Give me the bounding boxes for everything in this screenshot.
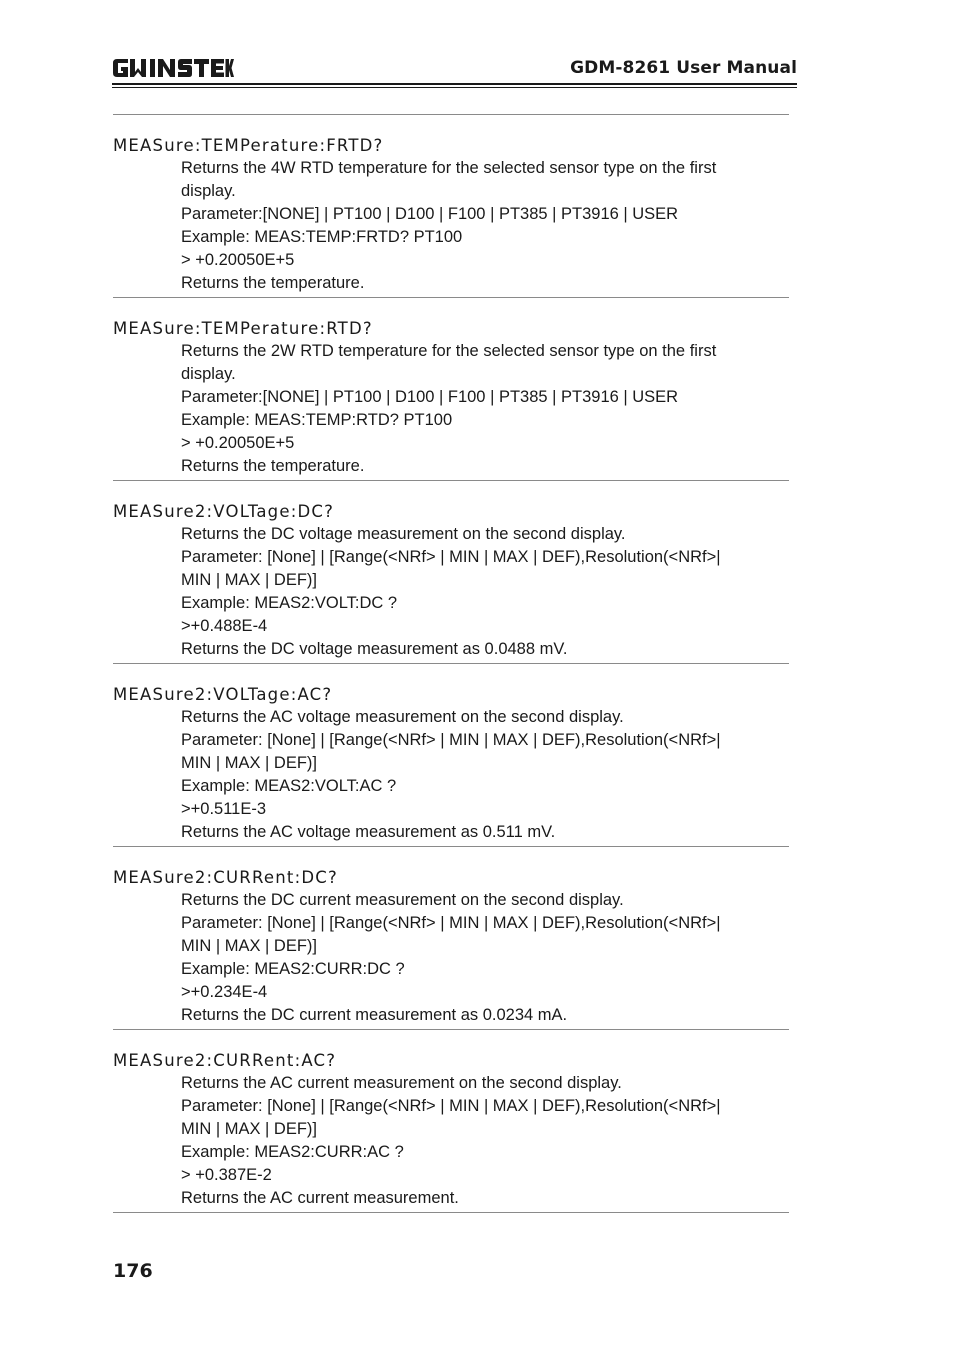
- parameter-line: Parameter:[NONE] | PT100 | D100 | F100 | PT385 | PT3916 | USER: [181, 205, 679, 223]
- parameter-line: MIN | MAX | DEF)]: [181, 754, 317, 772]
- command-entry: [113, 114, 789, 297]
- parameter-line: MIN | MAX | DEF)]: [181, 937, 317, 955]
- example-line: Example: MEAS:TEMP:RTD? PT100: [181, 411, 453, 429]
- parameter-line: MIN | MAX | DEF)]: [181, 1120, 317, 1138]
- example-line: Example: MEAS2:VOLT:DC ?: [181, 594, 398, 612]
- response-line: > +0.387E-2: [181, 1166, 272, 1184]
- command-list: [113, 114, 789, 1213]
- parameter-line: Parameter: [None] | [Range(<NRf> | MIN | MAX | DEF),Resolution(<NRf>|: [181, 914, 721, 932]
- note-line: Returns the DC current measurement as 0.0234 mA.: [181, 1006, 568, 1024]
- logo-text: GW INSTEK: [112, 57, 118, 58]
- parameter-line: Parameter:[NONE] | PT100 | D100 | F100 | PT385 | PT3916 | USER: [181, 388, 679, 406]
- command-entry: [113, 663, 789, 846]
- description-line: display.: [181, 365, 236, 383]
- response-line: > +0.20050E+5: [181, 251, 295, 269]
- parameter-line: Parameter: [None] | [Range(<NRf> | MIN | MAX | DEF),Resolution(<NRf>|: [181, 548, 721, 566]
- command-entry: [113, 297, 789, 480]
- response-line: > +0.20050E+5: [181, 434, 295, 452]
- note-line: Returns the temperature.: [181, 457, 365, 475]
- command-name: MEASure2:CURRent:DC?: [113, 868, 338, 887]
- header-rule-thin: [112, 87, 797, 88]
- response-line: >+0.511E-3: [181, 800, 267, 818]
- command-entry: [113, 480, 789, 663]
- command-name: MEASure:TEMPerature:FRTD?: [113, 136, 384, 155]
- parameter-line: Parameter: [None] | [Range(<NRf> | MIN | MAX | DEF),Resolution(<NRf>|: [181, 1097, 721, 1115]
- description-line: Returns the AC current measurement on the second display.: [181, 1074, 622, 1092]
- command-name: MEASure:TEMPerature:RTD?: [113, 319, 373, 338]
- parameter-line: Parameter: [None] | [Range(<NRf> | MIN | MAX | DEF),Resolution(<NRf>|: [181, 731, 721, 749]
- description-line: display.: [181, 182, 236, 200]
- note-line: Returns the temperature.: [181, 274, 365, 292]
- page-header: [112, 56, 797, 90]
- manual-title: GDM-8261 User Manual: [570, 58, 797, 78]
- description-line: Returns the DC voltage measurement on the second display.: [181, 525, 626, 543]
- parameter-line: MIN | MAX | DEF)]: [181, 571, 317, 589]
- command-name: MEASure2:CURRent:AC?: [113, 1051, 337, 1070]
- page-number: 176: [113, 1260, 153, 1282]
- description-line: Returns the 4W RTD temperature for the selected sensor type on the first: [181, 159, 717, 177]
- command-entry: [113, 1029, 789, 1213]
- note-line: Returns the AC voltage measurement as 0.511 mV.: [181, 823, 556, 841]
- example-line: Example: MEAS2:VOLT:AC ?: [181, 777, 397, 795]
- example-line: Example: MEAS2:CURR:DC ?: [181, 960, 405, 978]
- description-line: Returns the 2W RTD temperature for the selected sensor type on the first: [181, 342, 717, 360]
- description-line: Returns the DC current measurement on the second display.: [181, 891, 624, 909]
- response-line: >+0.488E-4: [181, 617, 268, 635]
- response-line: >+0.234E-4: [181, 983, 268, 1001]
- example-line: Example: MEAS:TEMP:FRTD? PT100: [181, 228, 463, 246]
- header-rule: [112, 83, 797, 85]
- command-name: MEASure2:VOLTage:AC?: [113, 685, 333, 704]
- gw-instek-logo: [112, 57, 234, 79]
- note-line: Returns the DC voltage measurement as 0.0488 mV.: [181, 640, 568, 658]
- note-line: Returns the AC current measurement.: [181, 1189, 459, 1207]
- description-line: Returns the AC voltage measurement on the second display.: [181, 708, 624, 726]
- example-line: Example: MEAS2:CURR:AC ?: [181, 1143, 404, 1161]
- command-entry: [113, 846, 789, 1029]
- command-name: MEASure2:VOLTage:DC?: [113, 502, 335, 521]
